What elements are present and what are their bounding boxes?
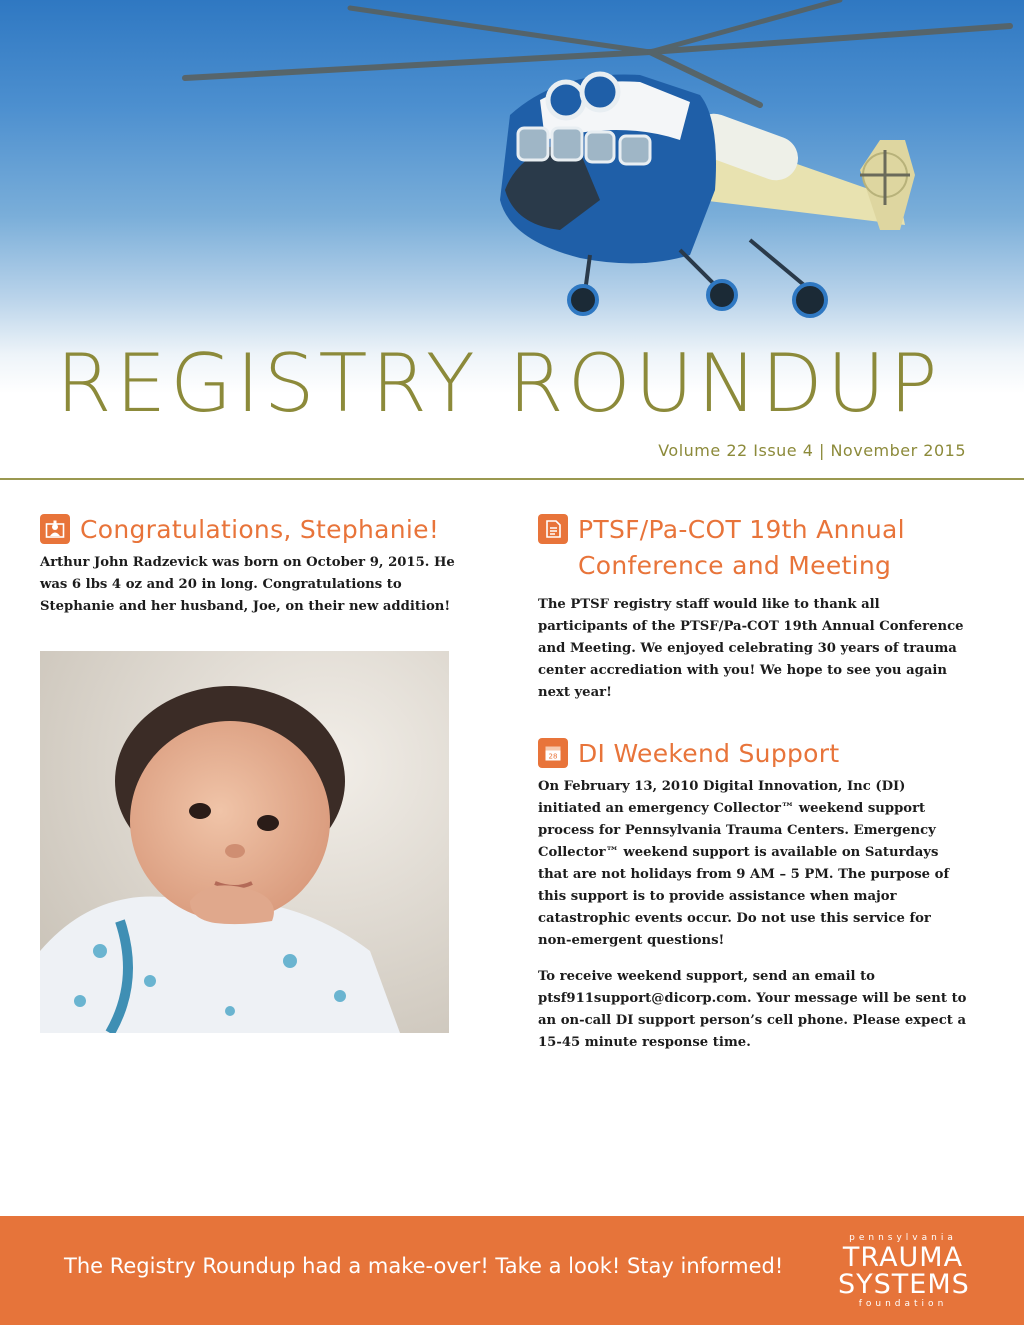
helicopter-image [0, 0, 1024, 340]
conference-title [578, 512, 905, 584]
congratulations-body: Arthur John Radzevick was born on October 9, 2015. He was 6 lbs 4 oz and 20 in long. Congratulations to Stephanie and her husband, Joe, on their new addition! [40, 555, 455, 614]
weekend-body-2: To receive weekend support, send an email to ptsf911support@dicorp.com. Your message will be sent to an on-call DI support person’s cell phone. Please expect a 15-45 minute response time. [538, 969, 967, 1050]
weekend-title: DI Weekend Support [578, 739, 840, 768]
weekend-article [538, 736, 968, 1054]
conference-title-line1: PTSF/Pa-COT 19th Annual [578, 515, 905, 544]
masthead-divider [0, 478, 1024, 480]
issue-info: Volume 22 Issue 4 | November 2015 [658, 441, 966, 460]
logo-bottom-text: foundation [858, 1299, 948, 1309]
footer-message: The Registry Roundup had a make-over! Take a look! Stay informed! [64, 1254, 784, 1278]
hero-banner [0, 0, 1024, 480]
logo-line-2: SYSTEMS [838, 1269, 970, 1300]
document-icon [538, 514, 568, 544]
calendar-day: 28 [548, 752, 558, 761]
weekend-body-1: On February 13, 2010 Digital Innovation, Inc (DI) initiated an emergency Collector™ weekend support process for Pennsylvania Trauma Centers. Emergency Collector™ weekend support is available on Saturdays that are not holidays from 9 AM – 5 PM. The purpose of this support is to provide assistance when major catastrophic events occur. Do not use this service for non-emergent questions! [538, 779, 950, 948]
conference-body: The PTSF registry staff would like to thank all participants of the PTSF/Pa-COT 19th Annual Conference and Meeting. We enjoyed celebrating 30 years of trauma center accrediation with you! We hope to see you again next year! [538, 597, 964, 700]
conference-title-line2: Conference and Meeting [578, 551, 892, 580]
conference-article [538, 512, 968, 704]
footer-banner [0, 1216, 1024, 1325]
congratulations-article [40, 512, 460, 618]
masthead-title: REGISTRY ROUNDUP [56, 337, 942, 430]
congratulations-title: Congratulations, Stephanie! [80, 515, 440, 544]
ptsf-logo [838, 1232, 968, 1310]
congratulations-header [40, 512, 460, 548]
logo-top-text: pennsylvania [849, 1233, 957, 1243]
person-icon [40, 514, 70, 544]
baby-photo [40, 651, 449, 1033]
conference-header [538, 512, 968, 584]
calendar-icon [538, 738, 568, 768]
right-column [538, 512, 968, 1054]
weekend-header [538, 736, 968, 772]
logo-line-1: TRAUMA [842, 1242, 964, 1273]
